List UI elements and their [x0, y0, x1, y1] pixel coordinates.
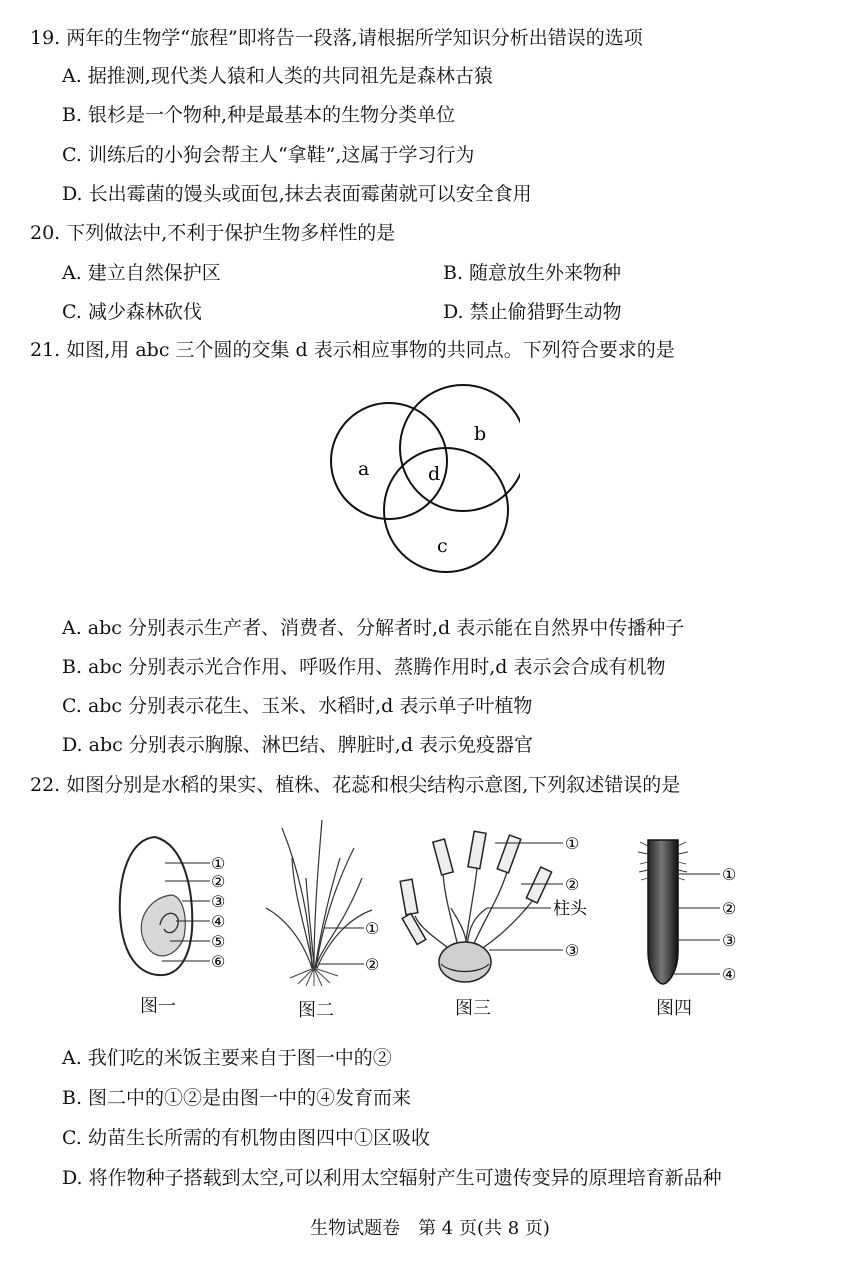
- fig2-label-1: ①: [365, 919, 380, 938]
- q21-option-a: A. abc 分别表示生产者、消费者、分解者时,d 表示能在自然界中传播种子: [62, 617, 685, 639]
- venn-label-a: a: [358, 458, 370, 480]
- fig4-root-tip: [632, 832, 762, 992]
- q20-option-d: D. 禁止偷猎野生动物: [443, 301, 622, 323]
- q19-option-d: D. 长出霉菌的馒头或面包,抹去表面霉菌就可以安全食用: [62, 183, 532, 205]
- fig3-caption: 图三: [455, 998, 491, 1019]
- q19-option-a: A. 据推测,现代类人猿和人类的共同祖先是森林古猿: [62, 65, 493, 87]
- venn-circle-b: [400, 385, 520, 511]
- fig1-label-4: ④: [211, 912, 226, 931]
- fig1-label-6: ⑥: [211, 952, 226, 971]
- q19-option-b: B. 银杉是一个物种,种是最基本的生物分类单位: [62, 104, 456, 126]
- q20-option-b: B. 随意放生外来物种: [443, 262, 622, 284]
- fig3-anther-2: [433, 839, 453, 875]
- fig1-rice-grain: [110, 835, 250, 985]
- q21-option-d: D. abc 分别表示胸腺、淋巴结、脾脏时,d 表示免疫器官: [62, 734, 534, 756]
- q22-stem: 22. 如图分别是水稻的果实、植株、花蕊和根尖结构示意图,下列叙述错误的是: [30, 774, 681, 796]
- fig1-caption: 图一: [140, 996, 176, 1017]
- q19-option-c: C. 训练后的小狗会帮主人“拿鞋”,这属于学习行为: [62, 144, 475, 166]
- venn-label-d: d: [428, 463, 441, 485]
- q21-stem: 21. 如图,用 abc 三个圆的交集 d 表示相应事物的共同点。下列符合要求的是: [30, 339, 675, 361]
- q22-option-c: C. 幼苗生长所需的有机物由图四中①区吸收: [62, 1127, 430, 1149]
- q22-option-a: A. 我们吃的米饭主要来自于图一中的②: [62, 1047, 392, 1069]
- fig4-root-body: [648, 840, 678, 984]
- q21-option-b: B. abc 分别表示光合作用、呼吸作用、蒸腾作用时,d 表示会合成有机物: [62, 656, 666, 678]
- q21-option-c: C. abc 分别表示花生、玉米、水稻时,d 表示单子叶植物: [62, 695, 533, 717]
- q20-stem: 20. 下列做法中,不利于保护生物多样性的是: [30, 222, 396, 244]
- q19-stem: 19. 两年的生物学“旅程”即将告一段落,请根据所学知识分析出错误的选项: [30, 27, 643, 49]
- fig3-ovary: [439, 942, 491, 982]
- q20-option-a: A. 建立自然保护区: [62, 262, 221, 284]
- fig1-label-1: ①: [211, 854, 226, 873]
- fig4-label-4: ④: [722, 965, 737, 984]
- page-footer: 生物试题卷 第 4 页(共 8 页): [310, 1218, 550, 1239]
- fig3-label-1: ①: [565, 834, 580, 853]
- fig4-label-2: ②: [722, 899, 737, 918]
- fig3-anther-3: [468, 831, 486, 869]
- fig4-caption: 图四: [656, 998, 692, 1019]
- fig3-flower-parts: [395, 828, 610, 988]
- fig3-anther-5: [526, 867, 551, 903]
- fig2-rice-plant: [262, 818, 397, 988]
- venn-diagram: [320, 380, 520, 580]
- fig3-anther-6: [402, 914, 426, 945]
- fig4-label-3: ③: [722, 931, 737, 950]
- fig3-stigma-label: 柱头: [553, 899, 587, 919]
- q20-option-c: C. 减少森林砍伐: [62, 301, 202, 323]
- fig1-label-3: ③: [211, 892, 226, 911]
- fig1-label-5: ⑤: [211, 932, 226, 951]
- fig2-label-2: ②: [365, 955, 380, 974]
- fig3-anther-1: [400, 879, 418, 915]
- fig3-anther-4: [497, 835, 521, 873]
- q22-option-d: D. 将作物种子搭载到太空,可以利用太空辐射产生可遗传变异的原理培育新品种: [62, 1167, 722, 1189]
- venn-label-b: b: [474, 423, 487, 445]
- fig3-label-3: ③: [565, 941, 580, 960]
- fig4-label-1: ①: [722, 865, 737, 884]
- fig1-label-2: ②: [211, 872, 226, 891]
- fig2-caption: 图二: [298, 1000, 334, 1021]
- venn-label-c: c: [437, 535, 448, 557]
- q22-option-b: B. 图二中的①②是由图一中的④发育而来: [62, 1087, 412, 1109]
- fig3-label-2: ②: [565, 875, 580, 894]
